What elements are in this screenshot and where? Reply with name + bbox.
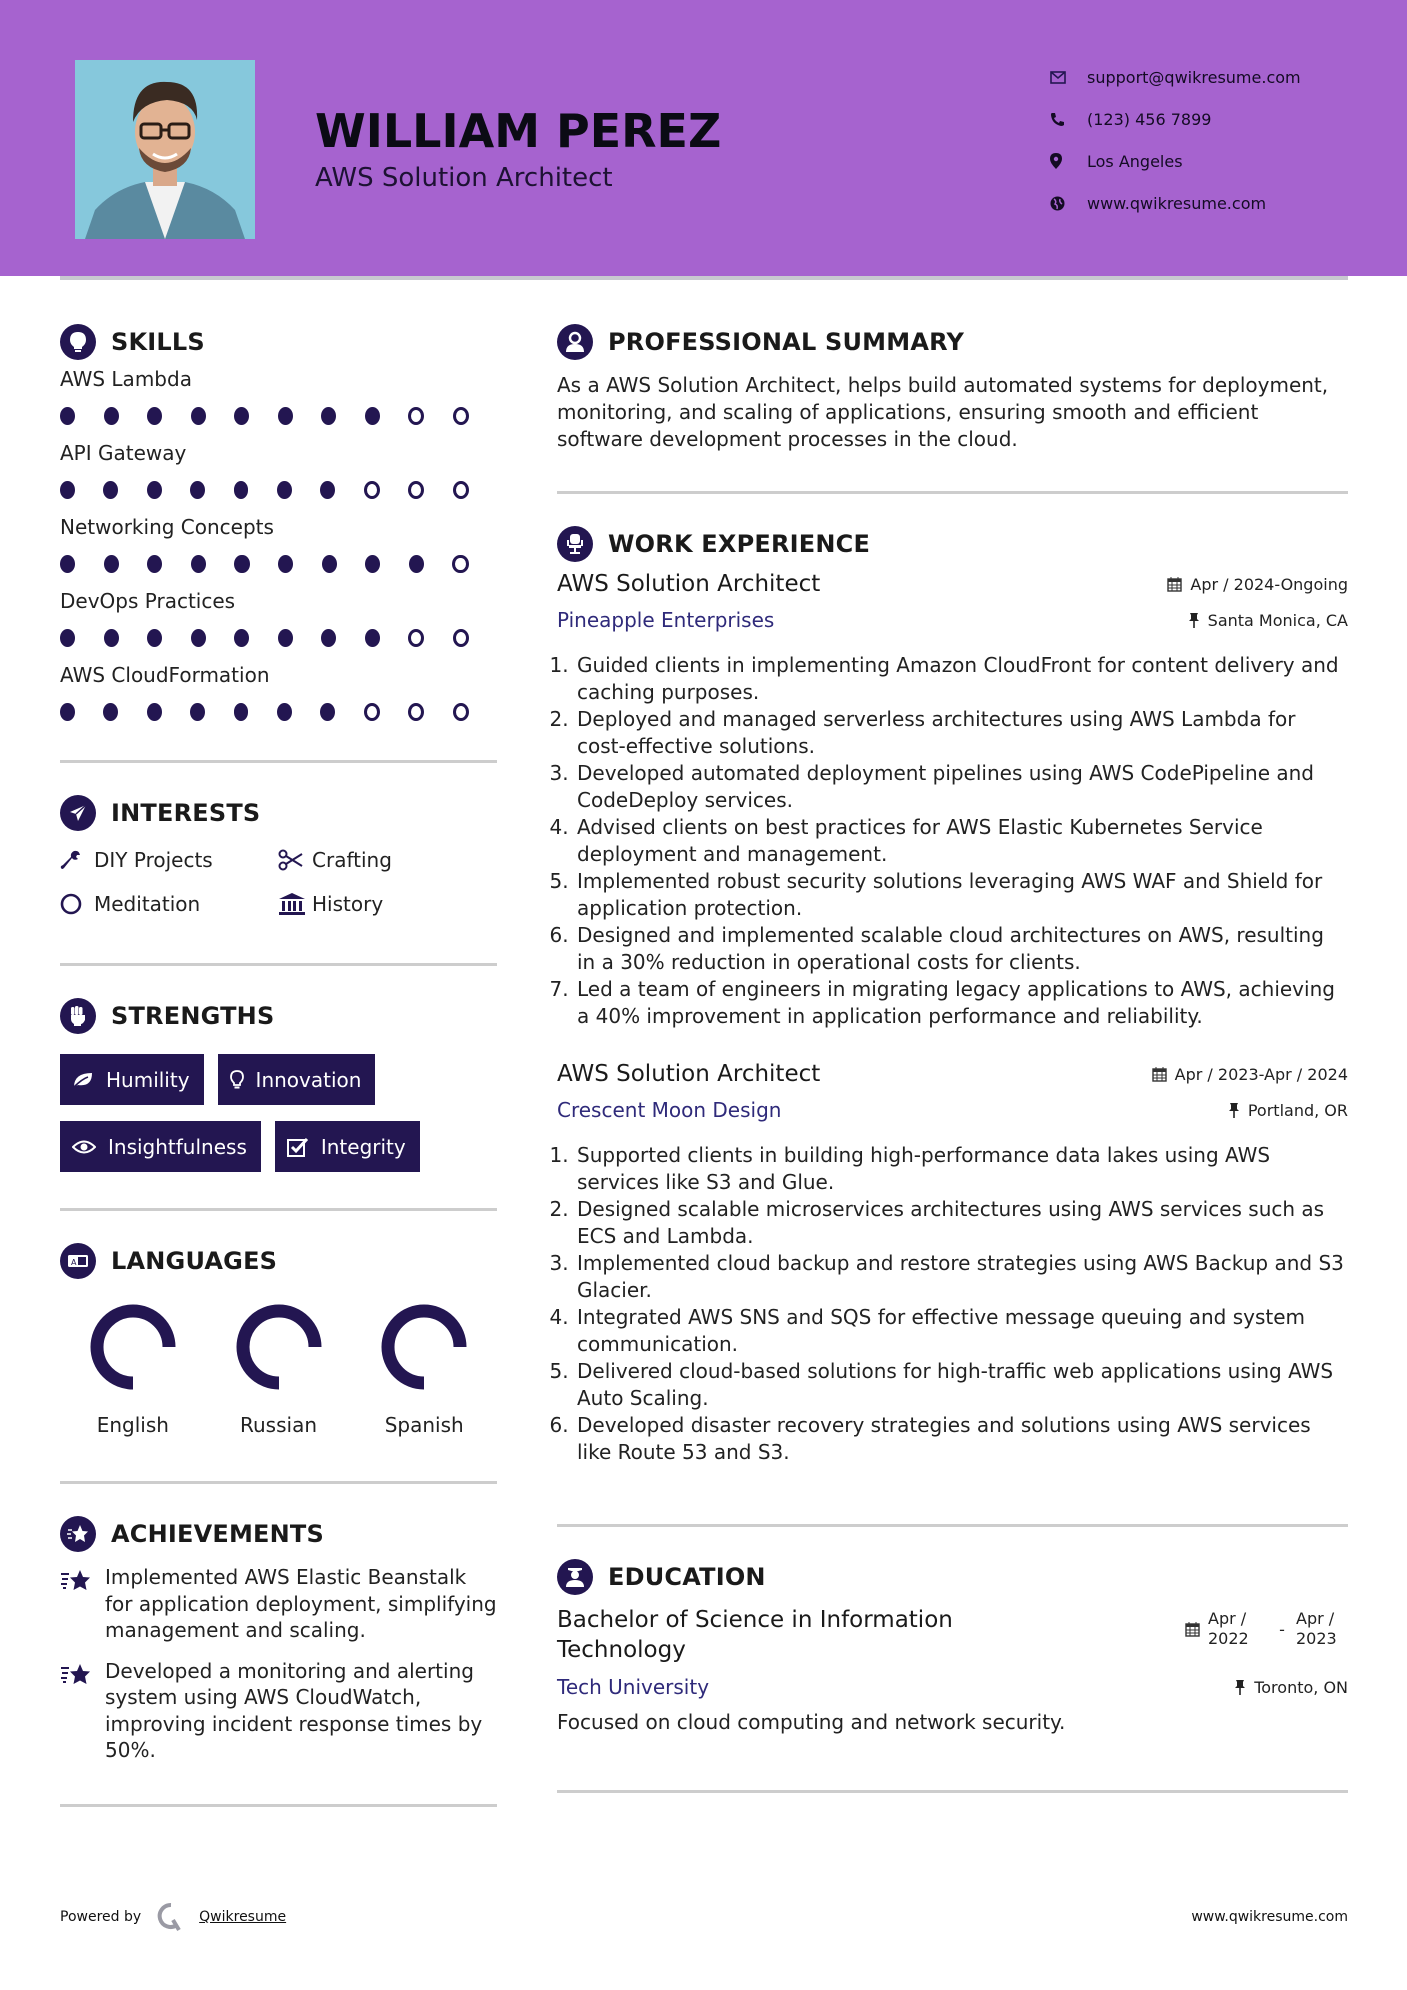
duty-item: 7. Led a team of engineers in migrating legacy applications to AWS, achieving a 40% improvement in application performance and reliability. [575,976,1348,1030]
graduate-icon [557,1559,593,1595]
section-divider [60,1804,497,1807]
lightbulb-icon [60,324,96,360]
phone-icon [1050,112,1087,127]
degree-title: Bachelor of Science in Information Technology [557,1607,953,1663]
shooting-star-icon [60,1658,105,1764]
languages-list [60,1301,497,1437]
interests-list [60,845,497,919]
language-item: English [60,1301,206,1437]
rating-dot-empty [408,481,424,499]
language-item: Spanish [351,1301,497,1437]
eye-icon [72,1140,96,1154]
duty-item: 2. Deployed and managed serverless architectures using AWS Lambda for cost-effective solutions. [575,706,1348,760]
duty-item: 3. Implemented cloud backup and restore strategies using AWS Backup and S3 Glacier. [575,1250,1348,1304]
qwikresume-link[interactable]: Qwikresume [199,1909,287,1925]
checkbox-icon [287,1137,309,1157]
rating-dot-filled [277,703,292,721]
rating-dot-filled [234,703,249,721]
contact-email[interactable]: support@qwikresume.com [1050,56,1301,98]
languages-section [60,1241,497,1437]
skill-rating [60,542,497,586]
rating-dot-filled [60,407,75,425]
education-dates: Apr / 2022 - Apr / 2023 [1185,1609,1348,1649]
job-duties [557,652,1348,1030]
interest-item: Crafting [278,845,496,875]
language-item: Russian [206,1301,352,1437]
rating-dot-filled [60,555,75,573]
contact-list [1050,56,1301,224]
footer [60,1902,1348,1932]
duty-item: 6. Designed and implemented scalable cloud architectures on AWS, resulting in a 30% reduction in operational costs for clients. [575,922,1348,976]
rating-dot-empty [364,481,380,499]
strength-tag: Insightfulness [60,1121,261,1172]
calendar-icon [1167,576,1182,592]
duty-item: 4. Integrated AWS SNS and SQS for effective message queuing and system communication. [575,1304,1348,1358]
rating-dot-filled [147,481,162,499]
office-chair-icon [557,526,593,562]
rating-dot-filled [321,407,336,425]
rating-dot-filled [147,555,162,573]
left-column [60,322,497,1807]
rating-dot-filled [234,629,249,647]
section-divider [60,1481,497,1484]
star-icon [60,1516,96,1552]
rating-dot-filled [278,555,293,573]
skill-rating [60,616,497,660]
rating-dot-empty [408,407,424,425]
language-ring [87,1301,179,1393]
rating-dot-empty [453,629,469,647]
section-divider [557,491,1348,494]
duty-item: 2. Designed scalable microservices architectures using AWS services such as ECS and Lambda. [575,1196,1348,1250]
achievements-heading: ACHIEVEMENTS [111,1520,324,1548]
resume-header [0,0,1407,276]
map-marker-icon [1050,153,1087,169]
rating-dot-empty [453,481,469,499]
circle-icon [60,893,94,915]
svg-text:A: A [71,1258,77,1267]
calendar-icon [1185,1621,1200,1637]
scissors-icon [278,849,312,871]
skill-rating [60,394,497,438]
right-column [557,322,1348,1793]
rating-dot-filled [234,555,249,573]
rating-dot-filled [60,629,75,647]
language-ring [233,1301,325,1393]
job-dates: Apr / 2023-Apr / 2024 [1152,1065,1348,1084]
skill-rating [60,468,497,512]
skill-item [60,660,497,734]
strength-tag: Innovation [218,1054,376,1105]
language-ring [378,1301,470,1393]
user-icon [557,324,593,360]
summary-text: As a AWS Solution Architect, helps build automated systems for deployment, monitoring, and scaling of applications, ensuring smooth and efficient software development processes in the cloud. [557,373,1329,451]
calendar-icon [1152,1066,1167,1082]
fist-icon [60,998,96,1034]
rating-dot-filled [278,629,293,647]
rating-dot-filled [190,481,205,499]
section-divider [60,760,497,763]
interest-item: DIY Projects [60,845,278,875]
strengths-heading: STRENGTHS [111,1002,275,1030]
section-divider [60,1208,497,1211]
pushpin-icon [1188,612,1200,628]
rating-dot-filled [320,481,335,499]
rating-dot-filled [104,555,119,573]
rating-dot-filled [191,407,206,425]
duty-item: 5. Delivered cloud-based solutions for high-traffic web applications using AWS Auto Scaling. [575,1358,1348,1412]
interest-item: Meditation [60,889,278,919]
skill-rating [60,690,497,734]
duty-item: 1. Guided clients in implementing Amazon CloudFront for content delivery and caching purposes. [575,652,1348,706]
candidate-title: AWS Solution Architect [315,163,613,193]
skill-item [60,586,497,660]
section-divider [60,963,497,966]
skill-name: Networking Concepts [60,515,274,539]
company-name: Crescent Moon Design [557,1098,782,1122]
rating-dot-filled [103,703,118,721]
interests-heading: INTERESTS [111,799,261,827]
rating-dot-filled [147,703,162,721]
rating-dot-filled [104,407,119,425]
rating-dot-filled [60,481,75,499]
section-divider [557,1524,1348,1527]
rating-dot-filled [147,407,162,425]
rating-dot-filled [365,629,380,647]
skill-name: AWS CloudFormation [60,663,270,687]
paper-plane-icon [60,795,96,831]
education-description: Focused on cloud computing and network security. [557,1710,1066,1734]
languages-heading: LANGUAGES [111,1247,278,1275]
pushpin-icon [1234,1679,1246,1695]
skill-item [60,438,497,512]
strength-tag: Integrity [275,1121,420,1172]
experience-section [557,524,1348,1466]
globe-icon [1050,196,1087,211]
job-entry [557,1056,1348,1466]
school-name: Tech University [557,1675,710,1699]
rating-dot-filled [191,555,206,573]
job-duties [557,1142,1348,1466]
job-location: Portland, OR [1228,1101,1348,1120]
skill-name: AWS Lambda [60,367,192,391]
achievements-section [60,1514,497,1764]
job-entry [557,566,1348,1030]
contact-website[interactable]: www.qwikresume.com [1050,182,1301,224]
shooting-star-icon [60,1564,105,1644]
job-title: AWS Solution Architect [557,1061,821,1087]
header-divider [60,276,1348,280]
skills-section [60,322,497,734]
skill-name: DevOps Practices [60,589,236,613]
section-divider [557,1790,1348,1793]
duty-item: 1. Supported clients in building high-performance data lakes using AWS services like S3 and Glue. [575,1142,1348,1196]
summary-heading: PROFESSIONAL SUMMARY [608,328,965,356]
experience-heading: WORK EXPERIENCE [608,530,871,558]
school-location: Toronto, ON [1234,1678,1348,1697]
interests-section [60,793,497,919]
rating-dot-filled [321,629,336,647]
candidate-name: WILLIAM PEREZ [315,104,722,158]
duty-item: 5. Implemented robust security solutions leveraging AWS WAF and Shield for application protection. [575,868,1348,922]
strengths-list [60,1054,497,1172]
rating-dot-empty [408,629,424,647]
rating-dot-empty [408,703,424,721]
strength-tag: Humility [60,1054,204,1105]
profile-photo [75,60,255,239]
qwikresume-logo-icon [157,1902,185,1932]
company-name: Pineapple Enterprises [557,608,775,632]
translate-icon [60,1243,96,1279]
rating-dot-filled [277,481,292,499]
rating-dot-filled [278,407,293,425]
job-location: Santa Monica, CA [1188,611,1348,630]
job-dates: Apr / 2024-Ongoing [1167,575,1348,594]
rating-dot-empty [453,407,469,425]
rating-dot-filled [365,407,380,425]
rating-dot-empty [453,703,469,721]
skill-item [60,364,497,438]
duty-item: 6. Developed disaster recovery strategies and solutions using AWS services like Route 53 and S3. [575,1412,1348,1466]
rating-dot-filled [147,629,162,647]
lightbulb-icon [230,1070,244,1090]
rating-dot-filled [103,481,118,499]
rating-dot-filled [191,629,206,647]
rating-dot-filled [320,703,335,721]
rating-dot-filled [104,629,119,647]
skills-list [60,364,497,734]
contact-location: Los Angeles [1050,140,1301,182]
achievement-item: Implemented AWS Elastic Beanstalk for application deployment, simplifying management and scaling. [60,1564,497,1644]
achievement-item: Developed a monitoring and alerting system using AWS CloudWatch, improving incident response times by 50%. [60,1658,497,1764]
rating-dot-empty [364,703,380,721]
education-section [557,1557,1348,1736]
education-heading: EDUCATION [608,1563,766,1591]
wrench-icon [60,849,94,871]
rating-dot-filled [60,703,75,721]
job-title: AWS Solution Architect [557,571,821,597]
strengths-section [60,996,497,1172]
rating-dot-filled [409,555,424,573]
contact-phone[interactable]: (123) 456 7899 [1050,98,1301,140]
skills-heading: SKILLS [111,328,205,356]
pushpin-icon [1228,1102,1240,1118]
interest-item: History [278,889,496,919]
footer-website-link[interactable]: www.qwikresume.com [1191,1909,1348,1925]
leaf-icon [72,1071,94,1089]
rating-dot-filled [234,481,249,499]
duty-item: 3. Developed automated deployment pipelines using AWS CodePipeline and CodeDeploy services. [575,760,1348,814]
skill-item [60,512,497,586]
bank-icon [278,892,312,916]
rating-dot-empty [452,555,468,573]
powered-by-label: Powered by [60,1909,142,1925]
rating-dot-filled [234,407,249,425]
skill-name: API Gateway [60,441,187,465]
duty-item: 4. Advised clients on best practices for AWS Elastic Kubernetes Service deployment and management. [575,814,1348,868]
rating-dot-filled [365,555,380,573]
portrait-image [75,60,255,239]
rating-dot-filled [322,555,337,573]
envelope-icon [1050,71,1087,84]
summary-section [557,322,1348,453]
rating-dot-filled [190,703,205,721]
